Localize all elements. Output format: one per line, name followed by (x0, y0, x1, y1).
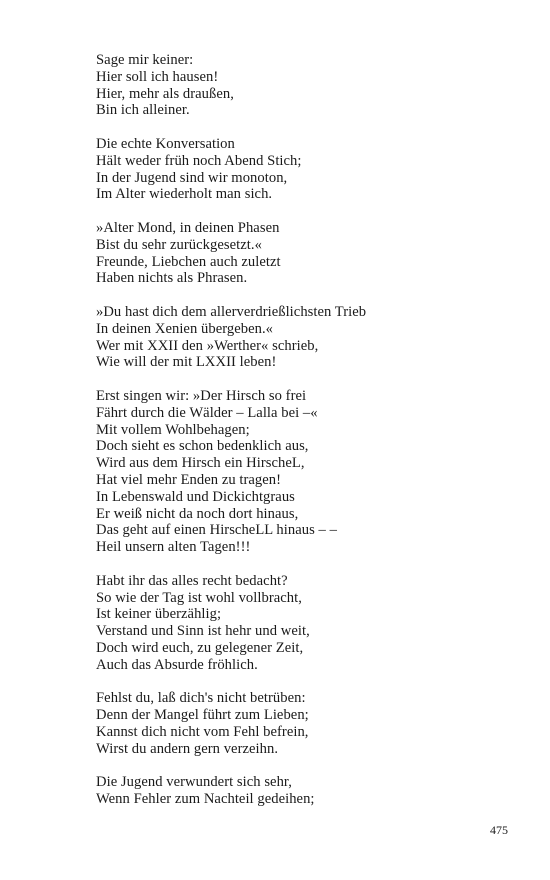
verse-line: Fehlst du, laß dich's nicht betrüben: (96, 690, 306, 707)
verse-line: Bin ich alleiner. (96, 102, 190, 119)
verse-line: Haben nichts als Phrasen. (96, 270, 248, 287)
verse-line: Die echte Konversation (96, 135, 235, 152)
stanza (96, 690, 516, 757)
verse-line: Wird aus dem Hirsch ein HirscheL, (96, 455, 305, 472)
verse-line: Verstand und Sinn ist hehr und weit, (96, 623, 310, 640)
verse-line: Hält weder früh noch Abend Stich; (96, 152, 302, 169)
verse-line: Wirst du andern gern verzeihn. (96, 740, 279, 757)
verse-line: Das geht auf einen HirscheLL hinaus – – (96, 522, 337, 539)
verse-line: Hier, mehr als draußen, (96, 85, 234, 102)
page-number: 475 (490, 823, 508, 837)
verse-line: In deinen Xenien übergeben.« (96, 320, 274, 337)
verse-line: »Du hast dich dem allerverdrießlichsten Trieb (96, 303, 367, 320)
verse-line: Im Alter wiederholt man sich. (96, 186, 273, 203)
verse-line: Auch das Absurde fröhlich. (96, 656, 258, 673)
verse-line: Die Jugend verwundert sich sehr, (96, 774, 292, 791)
verse-line: Wer mit XXII den »Werther« schrieb, (96, 337, 319, 354)
verse-line: Mit vollem Wohlbehagen; (96, 421, 250, 438)
verse-line: Er weiß nicht da noch dort hinaus, (96, 505, 299, 522)
verse-line: So wie der Tag ist wohl vollbracht, (96, 589, 302, 606)
poem-text (96, 52, 516, 825)
verse-line: Doch wird euch, zu gelegener Zeit, (96, 639, 304, 656)
verse-line: Erst singen wir: »Der Hirsch so frei (96, 387, 307, 404)
verse-line: Wie will der mit LXXII leben! (96, 354, 277, 371)
stanza (96, 52, 516, 119)
verse-line: Ist keiner überzählig; (96, 606, 222, 623)
verse-line: Heil unsern alten Tagen!!! (96, 539, 251, 556)
stanza (96, 136, 516, 203)
verse-line: Freunde, Liebchen auch zuletzt (96, 253, 281, 270)
verse-line: Kannst dich nicht vom Fehl befrein, (96, 723, 309, 740)
verse-line: »Alter Mond, in deinen Phasen (96, 219, 280, 236)
verse-line: Habt ihr das alles recht bedacht? (96, 572, 288, 589)
verse-line: Hier soll ich hausen! (96, 68, 219, 85)
verse-line: Sage mir keiner: (96, 52, 194, 68)
stanza (96, 220, 516, 287)
verse-line: Doch sieht es schon bedenklich aus, (96, 438, 309, 455)
verse-line: In der Jugend sind wir monoton, (96, 169, 288, 186)
stanza (96, 388, 516, 556)
stanza (96, 774, 516, 808)
verse-line: Hat viel mehr Enden zu tragen! (96, 471, 282, 488)
verse-line: Bist du sehr zurückgesetzt.« (96, 236, 262, 253)
stanza (96, 304, 516, 371)
verse-line: Fährt durch die Wälder – Lalla bei –« (96, 404, 318, 421)
verse-line: Wenn Fehler zum Nachteil gedeihen; (96, 791, 315, 808)
verse-line: Denn der Mangel führt zum Lieben; (96, 707, 309, 724)
stanza (96, 573, 516, 674)
verse-line: In Lebenswald und Dickichtgraus (96, 488, 295, 505)
